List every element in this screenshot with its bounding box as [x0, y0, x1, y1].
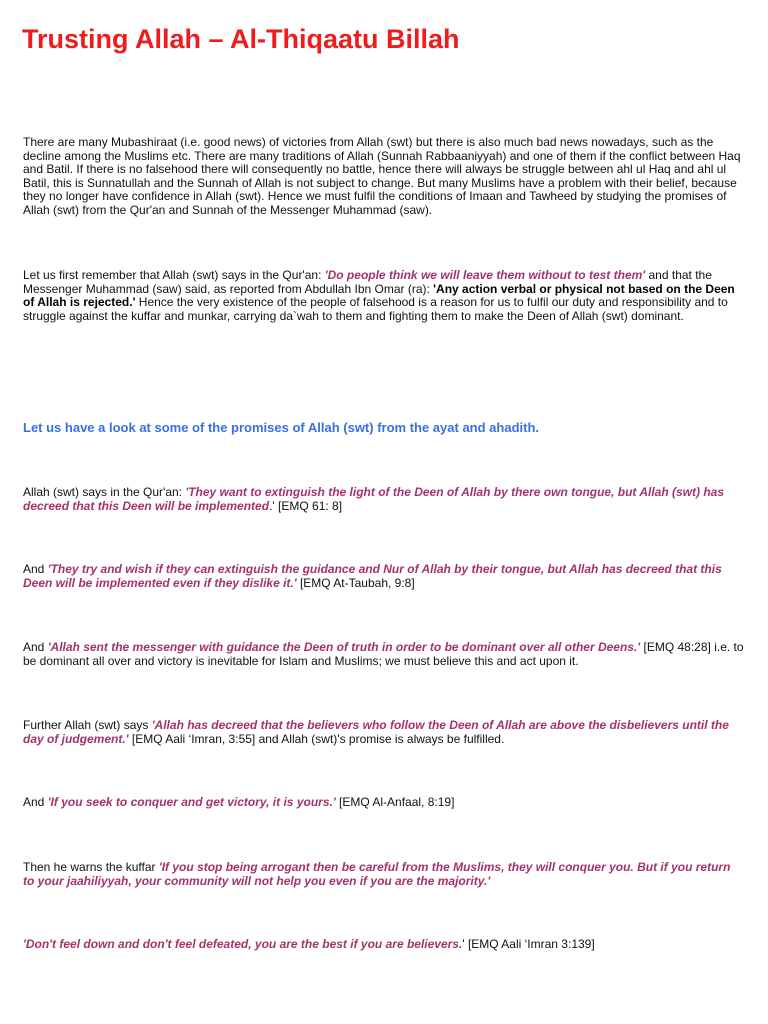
promise-quote: 'They try and wish if they can extinguish the guidance and Nur of Allah by their tongue, but Allah has decreed that this Deen will be implemented even if they dislike it.': [23, 562, 722, 590]
paragraph-tail: Hence the very existence of the people of falsehood is a reason for us to fulfil our duty and responsibility and to struggle against the kuffar and munkar, carrying da`wah to them and fighting them to make the Deen of Allah (swt) dominant.: [23, 295, 728, 323]
promise-lead: And: [23, 640, 48, 654]
promise-quote: 'They want to extinguish the light of the Deen of Allah by there own tongue, but Allah (swt) has decreed that this Deen will be implemented: [23, 485, 724, 513]
promise-quote: 'Allah sent the messenger with guidance the Deen of truth in order to be dominant over all other Deens.': [47, 640, 641, 654]
promise-reference: [EMQ Aali ‘Imran, 3:55] and Allah (swt)'s promise is always be fulfilled.: [128, 731, 505, 746]
promise-lead: Further Allah (swt) says: [23, 718, 152, 732]
promise-paragraph-2: [23, 563, 745, 590]
promise-paragraph-3: [23, 641, 745, 668]
promise-reference: [EMQ Al-Anfaal, 8:19]: [335, 795, 455, 809]
document-title: Trusting Allah – Al-Thiqaatu Billah: [22, 24, 460, 54]
promise-paragraph-1: [23, 486, 745, 513]
promise-lead: And: [23, 795, 48, 809]
intro-paragraph: There are many Mubashiraat (i.e. good news) of victories from Allah (swt) but there is also much bad news nowadays, such as the decline among the Muslims etc. There are many traditions of Allah (Sunnah Rabbaaniyyah) and one of them if the conflict between Haq and Batil. If there is no falsehood there will consequently no battle, hence there will always be struggle between ahl ul Haq and ahl ul Batil, this is Sunnatullah and the Sunnah of Allah is not subject to change. But many Muslims have a problem with their belief, because they no longer have confidence in Allah (swt). Hence we must fulfil the conditions of Imaan and Tawheed by studying the promises of Allah (swt) from the Qur'an and Sunnah of the Messenger Muhammad (saw).: [23, 135, 741, 217]
promise-lead: Then he warns the kuffar: [23, 860, 159, 874]
hadith-quote: 'Any action verbal or physical not based on the Deen of Allah is rejected.': [23, 281, 735, 310]
paragraph-lead: Let us first remember that Allah (swt) says in the Qur'an:: [23, 268, 325, 282]
promise-quote: 'Allah has decreed that the believers who follow the Deen of Allah are above the disbelievers until the day of judgement.': [23, 718, 729, 746]
section-heading: Let us have a look at some of the promises of Allah (swt) from the ayat and ahadith.: [23, 420, 540, 435]
promise-quote: 'If you seek to conquer and get victory, it is yours.': [47, 795, 336, 809]
promise-paragraph-4: [23, 719, 745, 746]
promise-lead: And: [23, 562, 48, 576]
promise-paragraph-5: [23, 796, 745, 810]
promise-reference: ' [EMQ Aali ‘Imran 3:139]: [462, 937, 595, 951]
paragraph-mid: and that the Messenger Muhammad (saw) said, as reported from Abdullah Ibn Omar (ra):: [23, 268, 712, 296]
promise-reference: [EMQ At-Taubah, 9:8]: [296, 575, 415, 590]
quran-quote: 'Do people think we will leave them without to test them': [324, 268, 646, 282]
promise-paragraph-7: [23, 938, 745, 952]
test-and-rejection-paragraph: [23, 269, 745, 323]
promise-paragraph-6: [23, 861, 745, 888]
promise-quote: 'If you stop being arrogant then be careful from the Muslims, they will conquer you. But if you return to your jaahiliyyah, your community will not help you even if you are the majority.': [23, 860, 731, 888]
promise-quote: 'Don't feel down and don't feel defeated, you are the best if you are believers.: [23, 937, 463, 951]
promise-reference: [EMQ 48:28] i.e. to be dominant all over and victory is inevitable for Islam and Muslims; we must believe this and act upon it.: [23, 640, 744, 668]
promise-lead: Allah (swt) says in the Qur'an:: [23, 485, 186, 499]
promise-reference: .' [EMQ 61: 8]: [269, 498, 343, 513]
